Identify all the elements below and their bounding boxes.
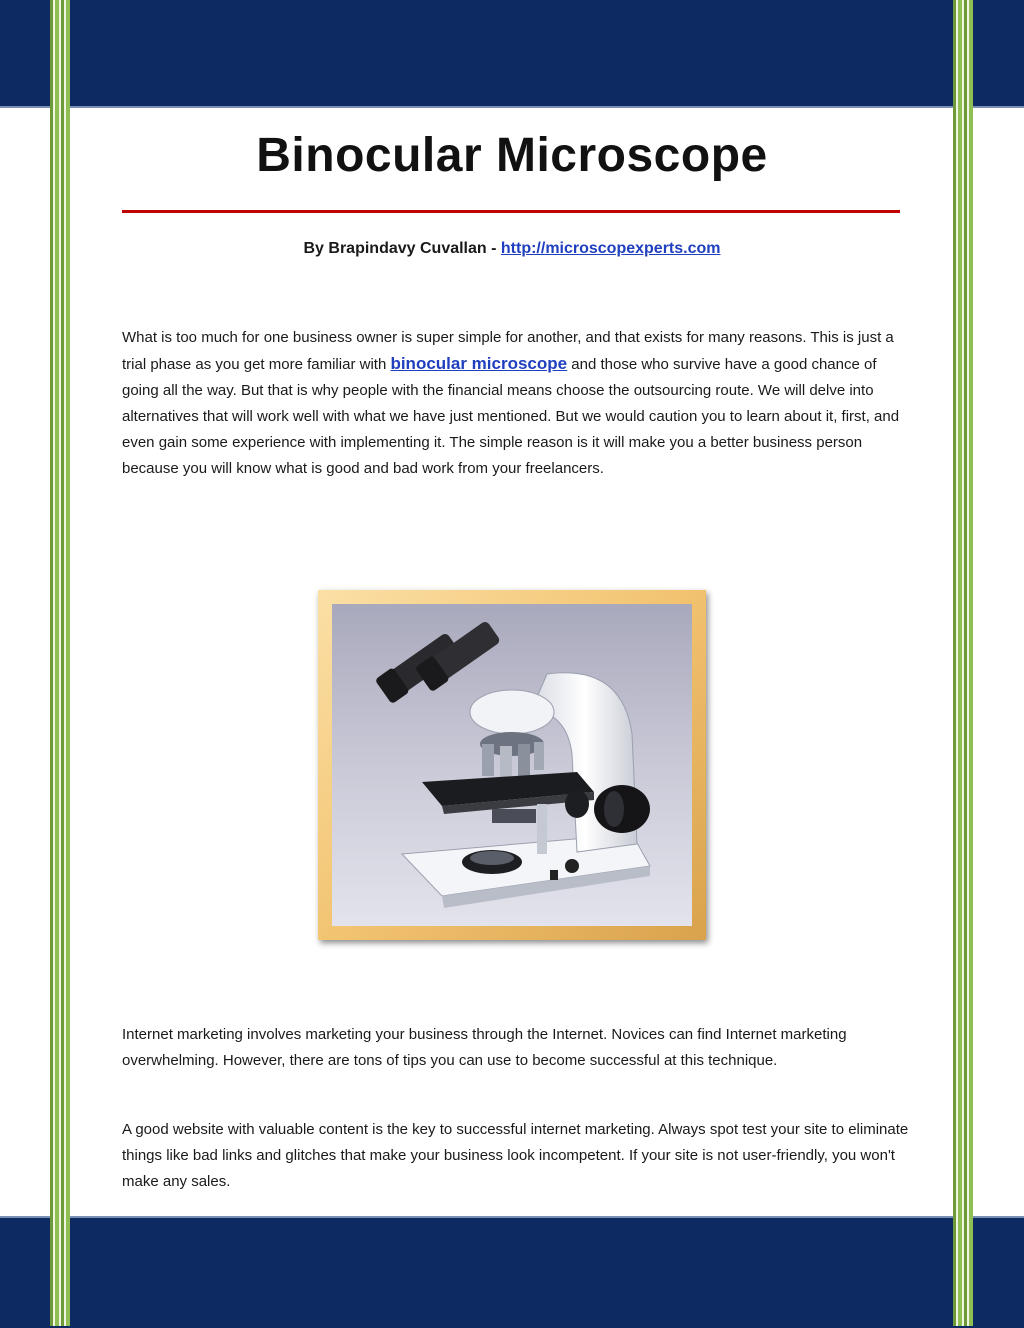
byline-author: By Brapindavy Cuvallan - [303, 240, 501, 257]
title-underline-rule [122, 210, 900, 213]
byline-link[interactable]: http://microscopexperts.com [500, 240, 721, 257]
right-border-stripe [953, 0, 973, 1326]
microscope-image [332, 604, 692, 926]
left-border-stripe [50, 0, 70, 1326]
footer-band [0, 1216, 1024, 1328]
intro-text-before: What is too much for one business owner is super simple for another, and that exists for many reasons. This is just a trial phase as you get more familiar with [122, 329, 894, 373]
byline [0, 240, 1024, 258]
page-title: Binocular Microscope [256, 129, 768, 182]
header-band [0, 0, 1024, 108]
image-frame [318, 590, 706, 940]
keyword-link[interactable]: binocular microscope [390, 354, 568, 373]
internet-marketing-paragraph: Internet marketing involves marketing your business through the Internet. Novices can find Internet marketing overwhelming. However, there are tons of tips you can use to become successful at this technique. [122, 1026, 847, 1069]
intro-paragraph [122, 325, 912, 482]
website-content-paragraph: A good website with valuable content is the key to successful internet marketing. Always spot test your site to eliminate things like bad links and glitches that make your business look incompetent. If your site is not user-friendly, you won't make any sales. [122, 1121, 909, 1190]
intro-text-after: and those who survive have a good chance of going all the way. But that is why people with the financial means choose the outsourcing route. We will delve into alternatives that will work well with what we have just mentioned. But we would caution you to learn about it, first, and even gain some experience with implementing it. The simple reason is it will make you a better business person because you will know what is good and bad work from your freelancers. [122, 356, 900, 477]
